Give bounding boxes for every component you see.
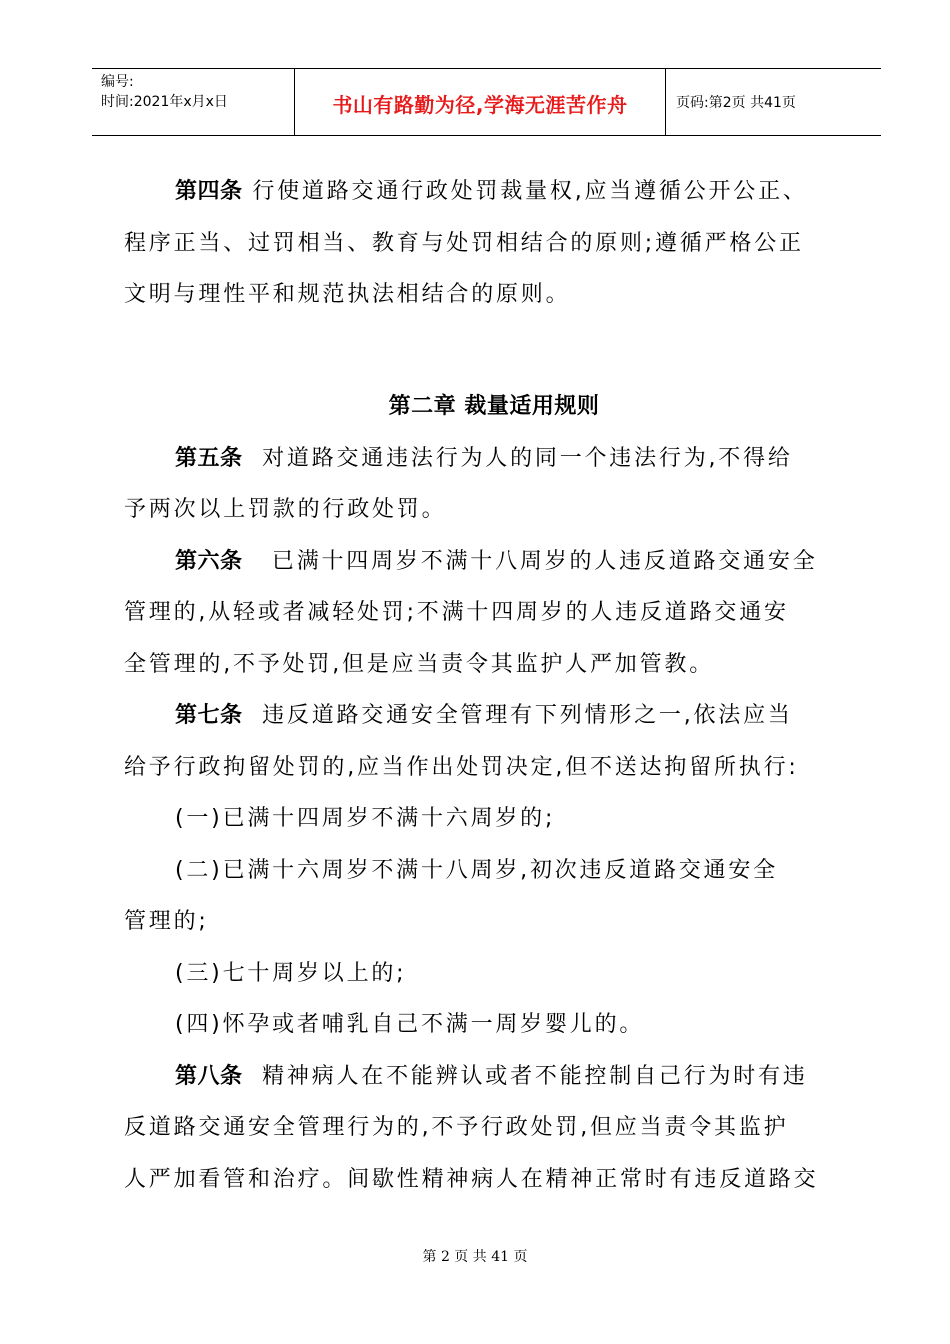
article-4-title: 第四条 [175, 179, 243, 204]
article-7-line-2: 给予行政拘留处罚的,应当作出处罚决定,但不送达拘留所执行: [124, 754, 799, 780]
article-6-line-3: 全管理的,不予处罚,但是应当责令其监护人严加管教。 [124, 651, 714, 677]
document-number-label: 编号: [101, 74, 134, 90]
article-7-item-2-line-1: (二)已满十六周岁不满十八周岁,初次违反道路交通安全 [175, 857, 778, 883]
header-page-label: 页码:第2页 共41页 [676, 95, 796, 111]
article-7-title: 第七条 [175, 703, 243, 728]
section-gap [124, 321, 844, 381]
article-5-line-1: 第五条 对道路交通违法行为人的同一个违法行为,不得给 [175, 445, 793, 471]
page-footer: 第 2 页 共 41 页 [422, 1249, 528, 1265]
article-7-line-1: 第七条 违反道路交通安全管理有下列情形之一,依法应当 [175, 703, 793, 728]
article-8-title: 第八条 [175, 1063, 243, 1089]
article-8-line-1: 第八条 精神病人在不能辨认或者不能控制自己行为时有违 [175, 1063, 808, 1089]
article-8-line-2: 反道路交通安全管理行为的,不予行政处罚,但应当责令其监护 [124, 1115, 789, 1140]
article-4-line-2: 程序正当、过罚相当、教育与处罚相结合的原则;遵循严格公正 [124, 230, 804, 256]
document-time-label: 时间:2021年x月x日 [101, 94, 228, 110]
chapter-2-heading: 第二章 裁量适用规则 [388, 393, 600, 419]
article-4-line-3: 文明与理性平和规范执法相结合的原则。 [124, 282, 571, 307]
article-7-item-1: (一)已满十四周岁不满十六周岁的; [175, 806, 556, 831]
header-meta [92, 69, 294, 135]
article-7-item-3: (三)七十周岁以上的; [175, 960, 407, 986]
article-6-line-2: 管理的,从轻或者减轻处罚;不满十四周岁的人违反道路交通安 [124, 600, 789, 625]
article-5-line-2: 予两次以上罚款的行政处罚。 [124, 497, 447, 522]
header-motto: 书山有路勤为径,学海无涯苦作舟 [294, 69, 666, 135]
article-7-item-2-line-2: 管理的; [124, 909, 209, 934]
article-6-line-1: 第六条 已满十四周岁不满十八周岁的人违反道路交通安全 [175, 548, 818, 574]
article-6-title: 第六条 [175, 548, 243, 574]
article-7-item-4: (四)怀孕或者哺乳自己不满一周岁婴儿的。 [175, 1012, 645, 1037]
document-body [124, 166, 844, 1205]
article-4-line-1: 第四条 行使道路交通行政处罚裁量权,应当遵循公开公正、 [175, 179, 808, 204]
page-header [92, 68, 881, 136]
article-8-line-3: 人严加看管和治疗。间歇性精神病人在精神正常时有违反道路交 [124, 1166, 819, 1192]
article-5-title: 第五条 [175, 445, 243, 471]
